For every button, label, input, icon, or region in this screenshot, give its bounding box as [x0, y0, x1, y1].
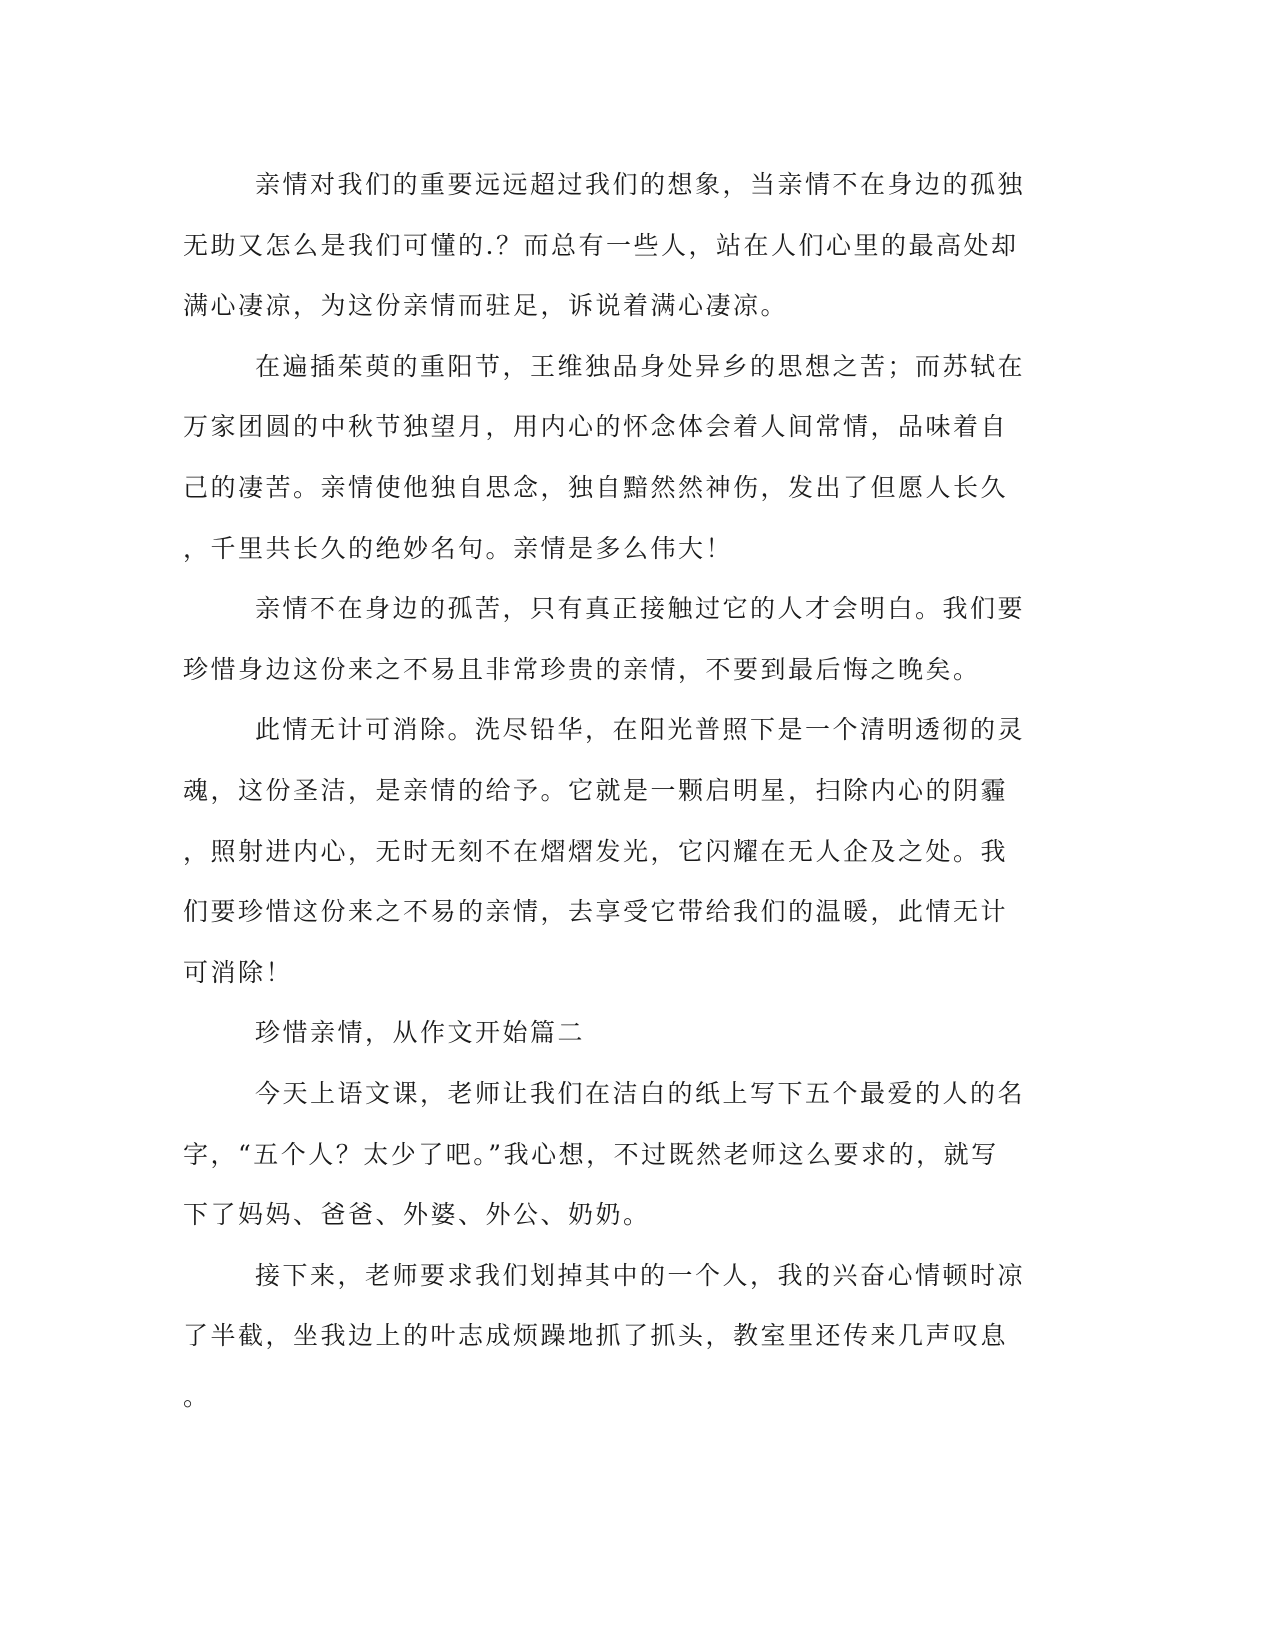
text-line: 己的凄苦。亲情使他独自思念，独自黯然然神伤，发出了但愿人长久: [183, 472, 1009, 502]
text-line: 今天上语文课，老师让我们在洁白的纸上写下五个最爱的人的名: [255, 1078, 1026, 1108]
text-line: 。: [183, 1381, 211, 1411]
text-line: 亲情对我们的重要远远超过我们的想象，当亲情不在身边的孤独: [255, 170, 1026, 199]
text-line: 满心凄凉，为这份亲情而驻足，诉说着满心凄凉。: [183, 291, 789, 321]
text-line: 可消除！: [183, 957, 294, 987]
text-line: ，照射进内心，无时无刻不在熠熠发光，它闪耀在无人企及之处。我: [183, 836, 1009, 866]
text-line: 无助又怎么是我们可懂的.？而总有一些人，站在人们心里的最高处却: [183, 230, 1019, 260]
document-body: [183, 155, 1053, 1427]
text-line: ，千里共长久的绝妙名句。亲情是多么伟大！: [183, 533, 734, 563]
text-line: 在遍插茱萸的重阳节，王维独品身处异乡的思想之苦；而苏轼在: [255, 351, 1026, 381]
text-line: 了半截，坐我边上的叶志成烦躁地抓了抓头，教室里还传来几声叹息: [183, 1321, 1009, 1351]
text-line: 珍惜身边这份来之不易且非常珍贵的亲情，不要到最后悔之晚矣。: [183, 654, 981, 684]
text-line: 接下来，老师要求我们划掉其中的一个人，我的兴奋心情顿时凉: [255, 1260, 1026, 1290]
text-line: 字，“五个人？太少了吧。”我心想，不过既然老师这么要求的，就写: [183, 1139, 999, 1169]
text-line: 下了妈妈、爸爸、外婆、外公、奶奶。: [183, 1200, 651, 1230]
text-line: 万家团圆的中秋节独望月，用内心的怀念体会着人间常情，品味着自: [183, 412, 1009, 442]
text-line: 亲情不在身边的孤苦，只有真正接触过它的人才会明白。我们要: [255, 594, 1026, 624]
section-heading: 珍惜亲情，从作文开始篇二: [255, 1018, 586, 1048]
text-line: 魂，这份圣洁，是亲情的给予。它就是一颗启明星，扫除内心的阴霾: [183, 775, 1009, 805]
text-line: 此情无计可消除。洗尽铅华，在阳光普照下是一个清明透彻的灵: [255, 715, 1026, 745]
text-line: 们要珍惜这份来之不易的亲情，去享受它带给我们的温暖，此情无计: [183, 897, 1009, 927]
